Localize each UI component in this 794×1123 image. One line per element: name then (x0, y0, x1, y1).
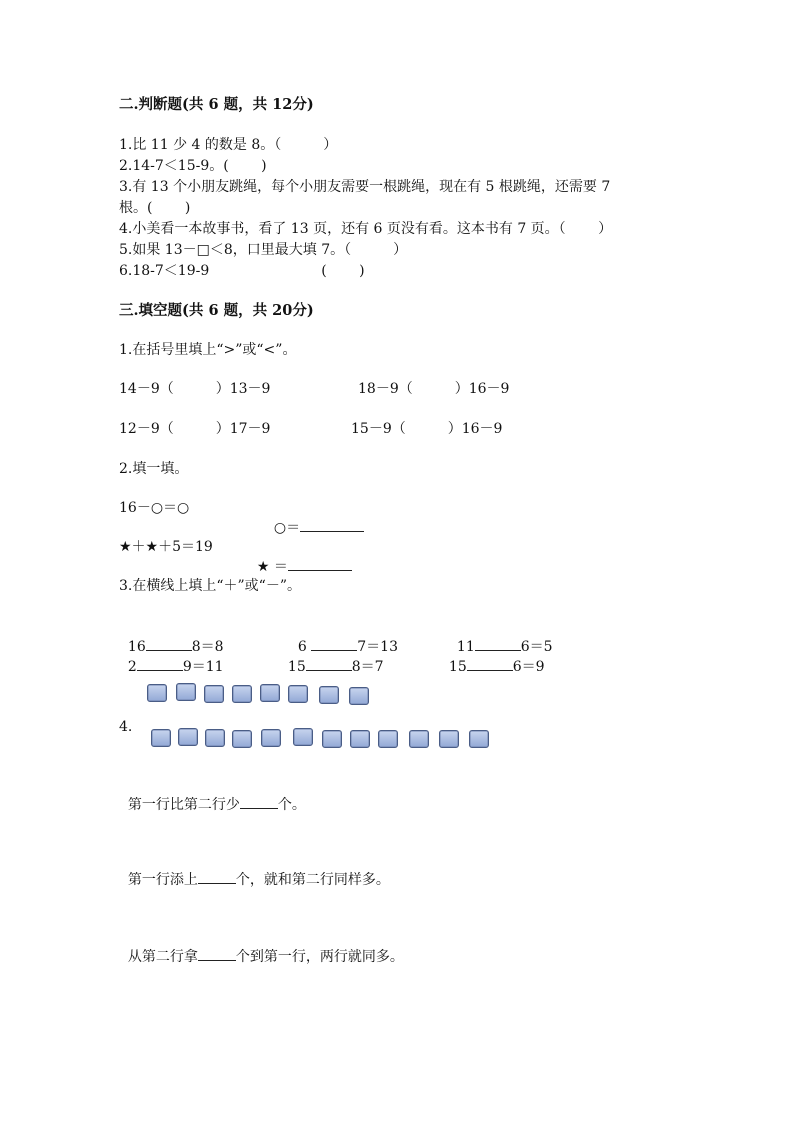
fill-q3-item-5 (279, 638, 384, 676)
q4-text-after: 个到第一行，两行就同多。 (235, 949, 404, 965)
circle-equation: ○＝ (273, 520, 301, 536)
operand-a: 15 (448, 659, 467, 675)
square-block (469, 730, 489, 748)
square-block (409, 730, 429, 748)
operand-a: 16 (127, 639, 146, 655)
fill-q2-row2-right (248, 538, 352, 576)
operand-b: 8＝8 (191, 639, 224, 655)
fill-q3-item-4 (119, 638, 224, 676)
square-block (205, 729, 225, 747)
fill-q1-row2-right: 15－9（ ）16－9 (351, 421, 503, 437)
square-block (322, 730, 342, 748)
fill-q4-question-3 (119, 928, 404, 966)
fill-q4-label: 4. (119, 719, 133, 735)
square-block (232, 685, 252, 703)
judge-item-2: 2.14-7＜15-9。( ) (119, 158, 267, 174)
fill-q2-row1-right (265, 499, 364, 537)
operator-blank[interactable] (467, 656, 513, 671)
operand-b: 7＝13 (357, 639, 398, 655)
square-block (147, 684, 167, 702)
section-2-title: 二.判断题(共 6 题，共 12分) (119, 96, 314, 113)
fill-q3-prompt: 3.在横线上填上“＋”或“－”。 (119, 578, 301, 594)
judge-item-4: 4.小美看一本故事书，看了 13 页，还有 6 页没有看。这本书有 7 页。（ ） (119, 221, 613, 237)
q4-text-before: 第一行添上 (127, 872, 198, 888)
operand-a: 11 (456, 639, 475, 655)
square-block (151, 729, 171, 747)
square-block (378, 730, 398, 748)
square-block (261, 729, 281, 747)
square-block (176, 683, 196, 701)
square-block (350, 730, 370, 748)
square-block (349, 687, 369, 705)
answer-blank[interactable] (300, 517, 364, 532)
judge-item-3: 3.有 13 个小朋友跳绳，每个小朋友需要一根跳绳，现在有 5 根跳绳，还需要 7 (119, 179, 611, 195)
operator-blank[interactable] (306, 656, 352, 671)
q4-text-after: 个。 (277, 797, 306, 813)
answer-blank[interactable] (198, 869, 236, 884)
answer-blank[interactable] (240, 794, 278, 809)
judge-item-1: 1.比 11 少 4 的数是 8。（ ） (119, 137, 338, 153)
fill-q4-question-2 (119, 851, 390, 889)
fill-q2-row1-left: 16－○＝○ (119, 500, 190, 516)
square-block (288, 685, 308, 703)
square-block (319, 686, 339, 704)
fill-q1-row1-right: 18－9（ ）16－9 (358, 381, 510, 397)
q4-text-before: 第一行比第二行少 (127, 797, 240, 813)
operand-b: 9＝11 (182, 659, 224, 675)
square-block (439, 730, 459, 748)
operand-b: 8＝7 (351, 659, 384, 675)
fill-q1-prompt: 1.在括号里填上“>”或“<”。 (119, 342, 297, 358)
operand-a: 2 (127, 659, 137, 675)
answer-blank[interactable] (198, 946, 236, 961)
operand-a: 15 (287, 659, 306, 675)
operator-blank[interactable] (137, 656, 183, 671)
judge-item-5: 5.如果 13－□＜8，口里最大填 7。（ ） (119, 242, 408, 258)
operand-b: 6＝5 (520, 639, 553, 655)
judge-item-6: 6.18-7＜19-9 ( ) (119, 263, 365, 279)
operand-a: 6 (297, 639, 312, 655)
star-equation: ★ ＝ (256, 559, 288, 575)
operand-b: 6＝9 (512, 659, 545, 675)
fill-q4-question-1 (119, 776, 306, 814)
fill-q2-prompt: 2.填一填。 (119, 461, 189, 477)
square-block (232, 730, 252, 748)
answer-blank[interactable] (288, 556, 352, 571)
square-block (260, 684, 280, 702)
q4-text-before: 从第二行拿 (127, 949, 198, 965)
fill-q1-row2-left: 12－9（ ）17－9 (119, 421, 271, 437)
square-block (204, 685, 224, 703)
fill-q2-row2-left: ★＋★＋5＝19 (119, 539, 213, 555)
square-block (293, 728, 313, 746)
fill-q3-item-6 (440, 638, 545, 676)
square-block (178, 728, 198, 746)
fill-q1-row1-left: 14－9（ ）13－9 (119, 381, 271, 397)
judge-item-3-cont: 根。( ) (119, 200, 191, 216)
q4-text-after: 个，就和第二行同样多。 (235, 872, 390, 888)
section-3-title: 三.填空题(共 6 题，共 20分) (119, 302, 314, 319)
